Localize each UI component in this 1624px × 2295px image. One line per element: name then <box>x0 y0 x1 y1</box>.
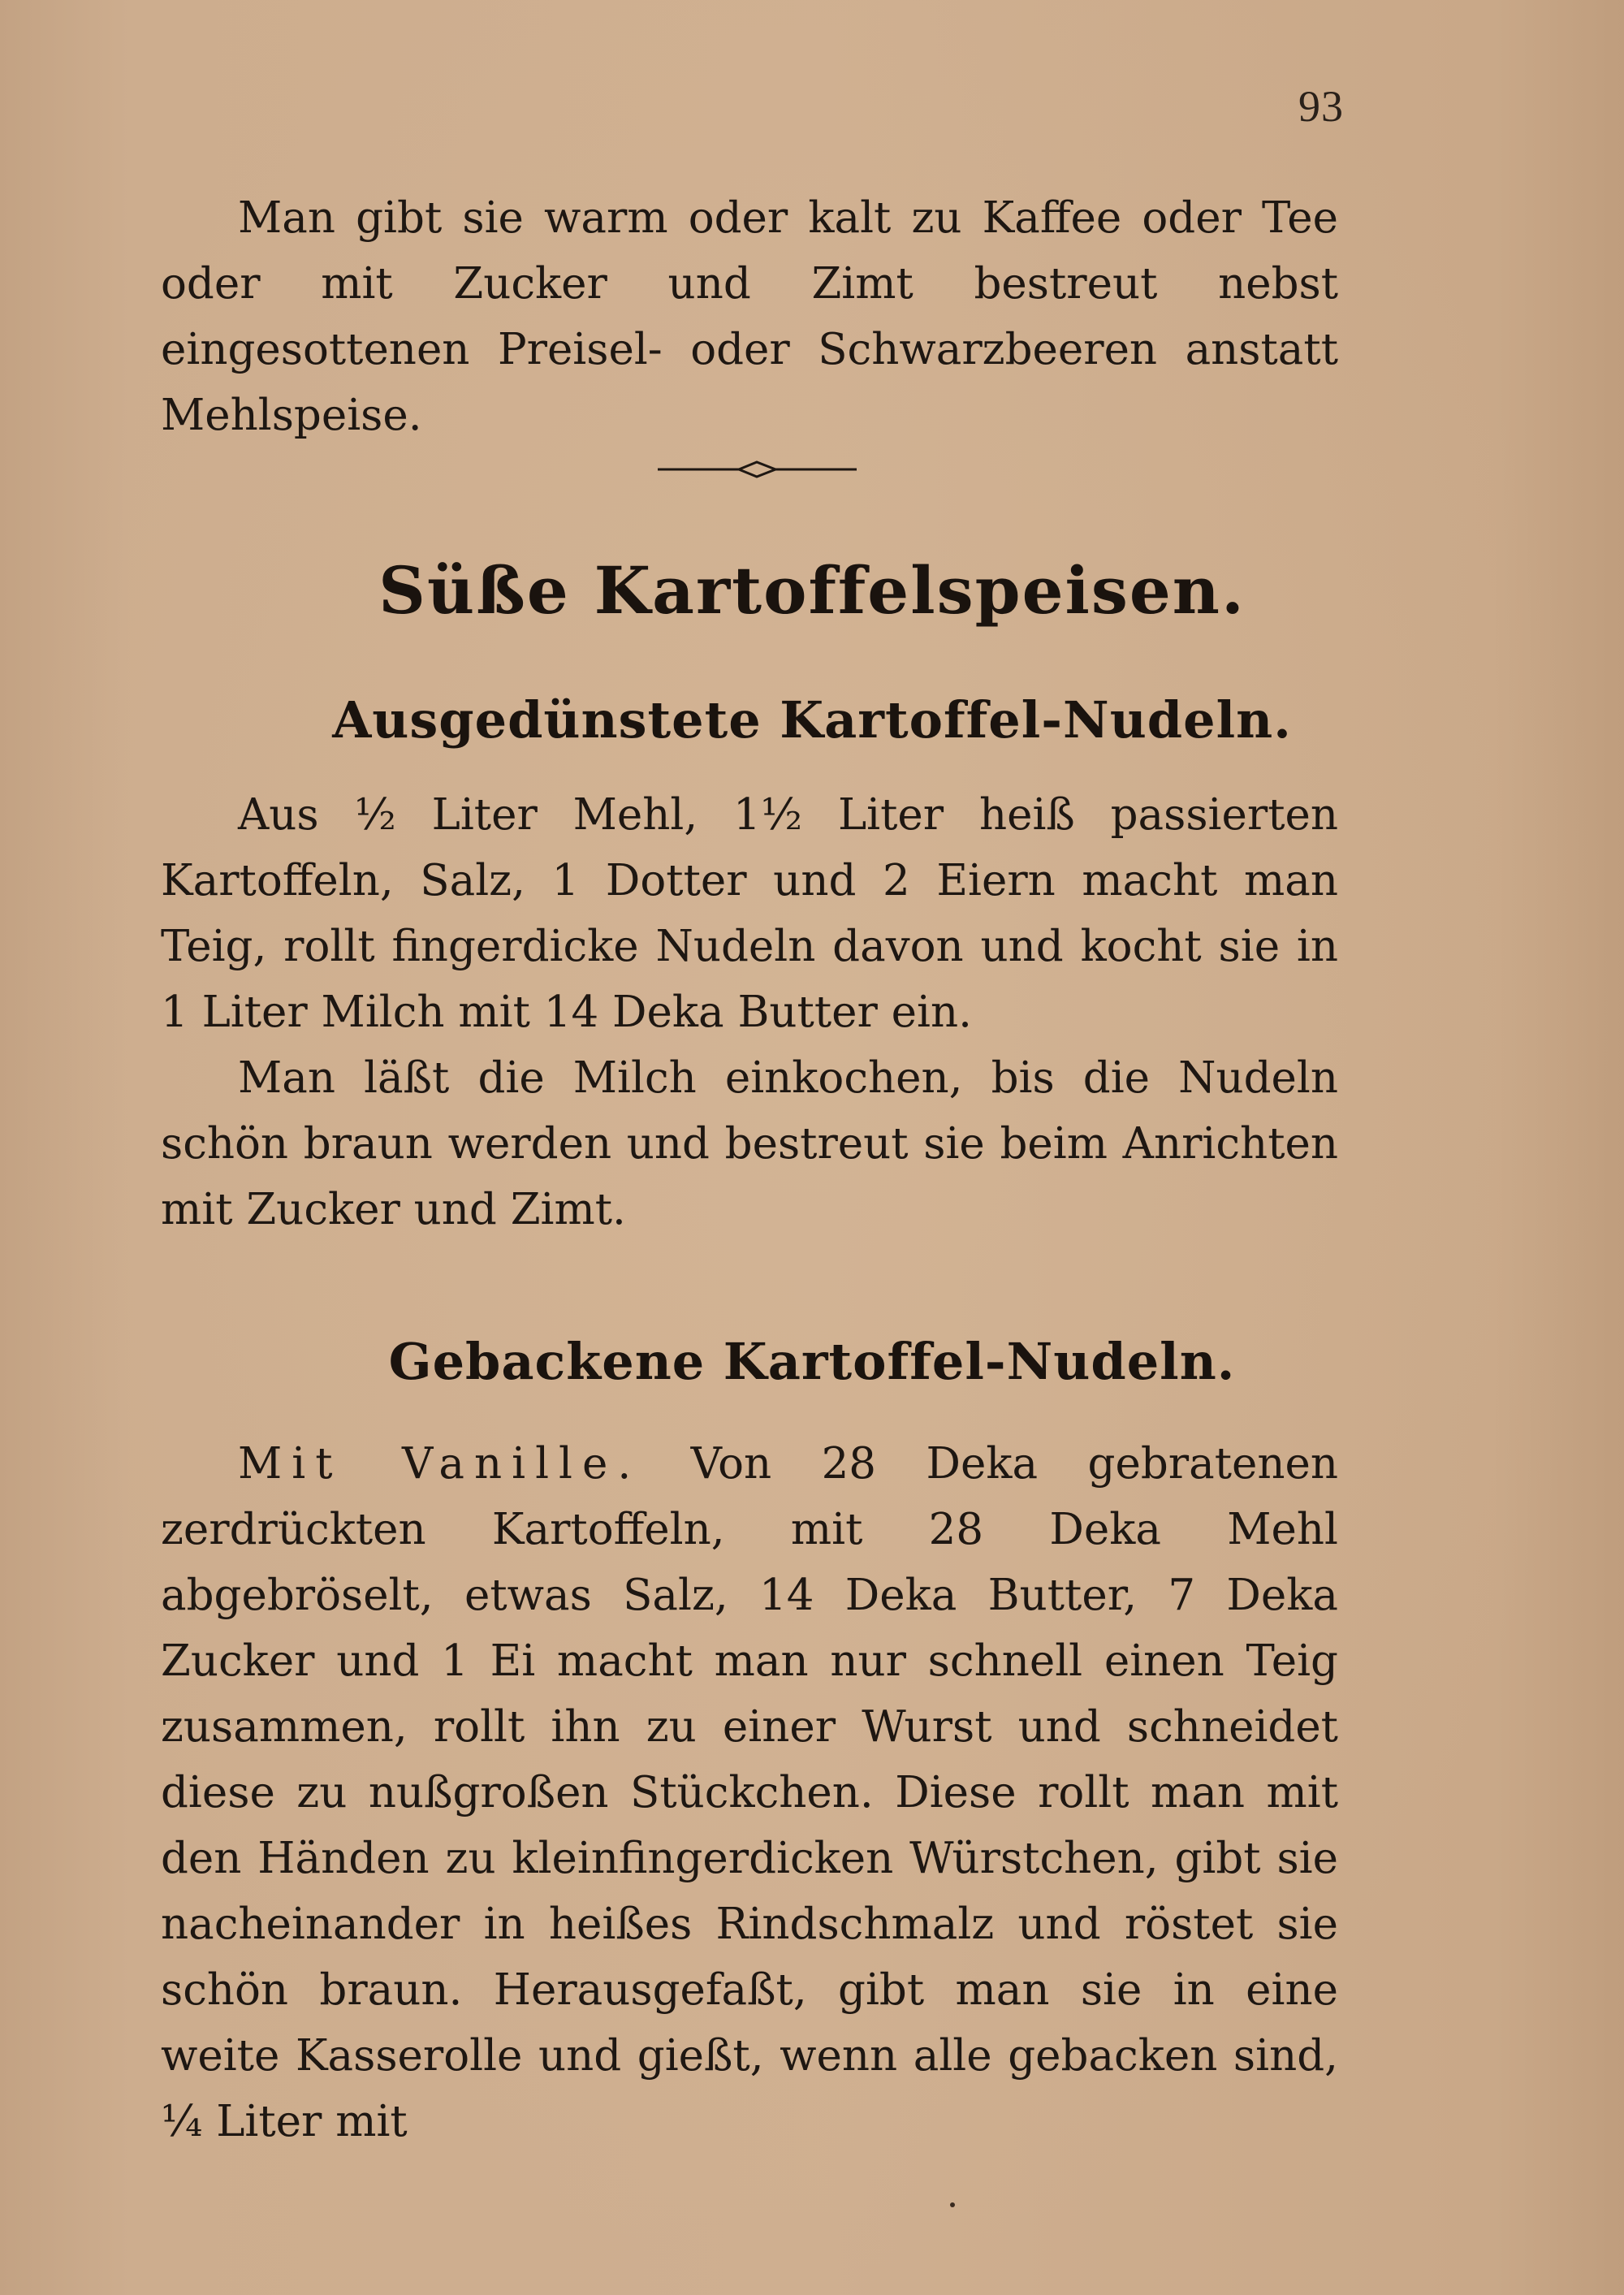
recipe1-paragraph-1: Aus ½ Liter Mehl, 1½ Liter heiß passierten Kartoffeln, Salz, 1 Dotter und 2 Eiern macht man Teig, rollt fingerdicke Nudeln davon und kocht sie in 1 Liter Milch mit 14 Deka Butter ein. <box>161 790 1338 1037</box>
recipe-body-2 <box>161 1431 1338 2155</box>
recipe-title-2: Gebackene Kartoffel-Nudeln. <box>388 1332 1236 1391</box>
page-number: 93 <box>1298 82 1344 131</box>
recipe2-lead: Mit Vanille. <box>238 1439 641 1489</box>
divider-ornament <box>658 457 857 482</box>
recipe2-text: Von 28 Deka gebratenen zerdrückten Kartoffeln, mit 28 Deka Mehl abgebröselt, etwas Salz, 14 Deka Butter, 7 Deka Zucker und 1 Ei macht man nur schnell einen Teig zusammen, rollt ihn zu einer Wurst und schneidet diese zu nußgroßen Stückchen. Diese rollt man mit den Händen zu kleinfingerdicken Würstchen, gibt sie nacheinander in heißes Rindschmalz und röstet sie schön braun. Herausgefaßt, gibt man sie in eine weite Kasserolle und gießt, wenn alle gebacken sind, ¼ Liter mit <box>161 1439 1338 2146</box>
recipe-title-1: Ausgedünstete Kartoffel-Nudeln. <box>332 690 1292 750</box>
intro-text: Man gibt sie warm oder kalt zu Kaffee oder Tee oder mit Zucker und Zimt bestreut nebst eingesottenen Preisel- oder Schwarzbeeren anstatt Mehlspeise. <box>161 193 1338 440</box>
recipe1-paragraph-2: Man läßt die Milch einkochen, bis die Nudeln schön braun werden und bestreut sie beim Anrichten mit Zucker und Zimt. <box>161 1053 1338 1234</box>
recipe-body-1 <box>161 782 1338 1243</box>
intro-paragraph <box>161 185 1338 448</box>
paper-speck <box>950 2202 955 2207</box>
recipe2-paragraph <box>161 1431 1338 2155</box>
section-title: Süße Kartoffelspeisen. <box>378 552 1246 629</box>
